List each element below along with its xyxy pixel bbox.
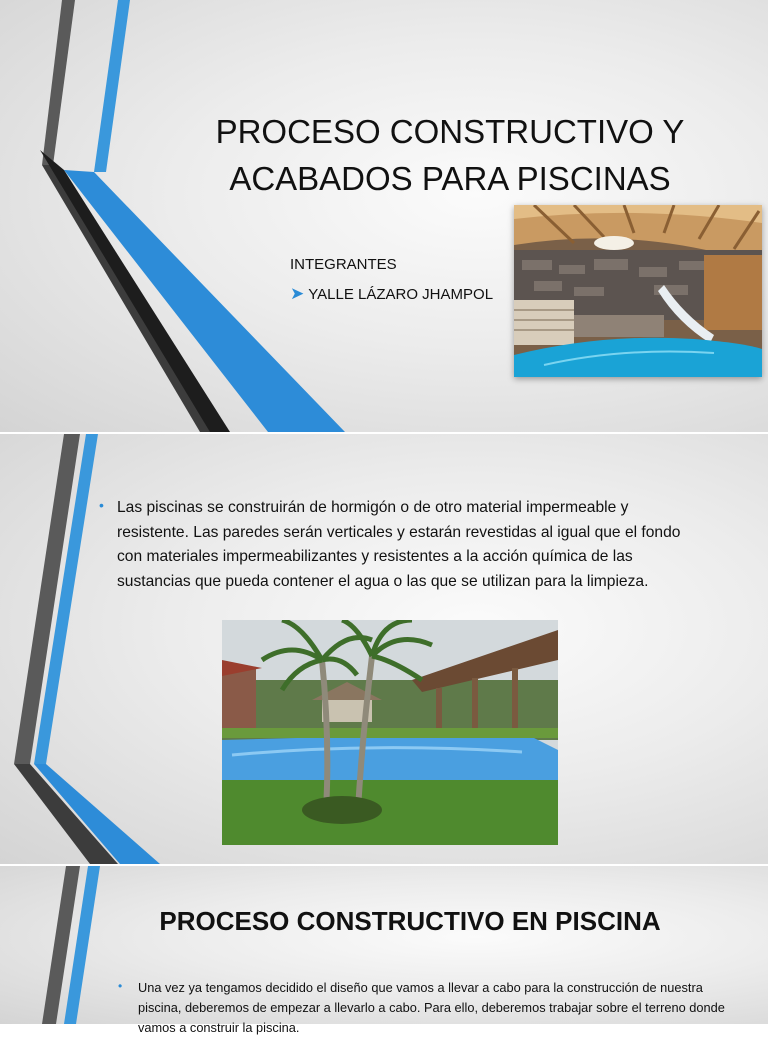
bullet-dot-icon: • [118, 979, 123, 993]
indoor-pool-photo [514, 205, 762, 377]
slide-3-paragraph: Una vez ya tengamos decidido el diseño que vamos a llevar a cabo para la construcción de nuestra piscina, deberemos de empezar a llevarlo a cabo. Para ello, deberemos trabajar sobre el terreno donde vamos a construir la piscina. [138, 980, 725, 1035]
slide-1-title [170, 108, 730, 202]
slide-1-title-line1: PROCESO CONSTRUCTIVO Y [215, 113, 685, 150]
integrantes-label: INTEGRANTES [290, 256, 397, 273]
slide-3-title: PROCESO CONSTRUCTIVO EN PISCINA [159, 906, 661, 936]
slide-2-paragraph: Las piscinas se construirán de hormigón o de otro material impermeable y resistente. Las paredes serán verticales y estarán revestidas al igual que el fondo con materiales impermeabilizantes y resistentes a la acción química de las sustancias que pueda contener el agua o las que se utilizan para la limpieza. [117, 499, 681, 590]
arrow-bullet-icon: ➤ [290, 284, 305, 303]
outdoor-pool-palms-photo [222, 620, 558, 845]
slide-1 [0, 0, 768, 432]
bullet-dot-icon: • [99, 497, 104, 513]
integrante-name: YALLE LÁZARO JHAMPOL [308, 286, 494, 303]
slide-1-title-line2: ACABADOS PARA PISCINAS [229, 160, 671, 197]
integrante-item [290, 284, 493, 304]
